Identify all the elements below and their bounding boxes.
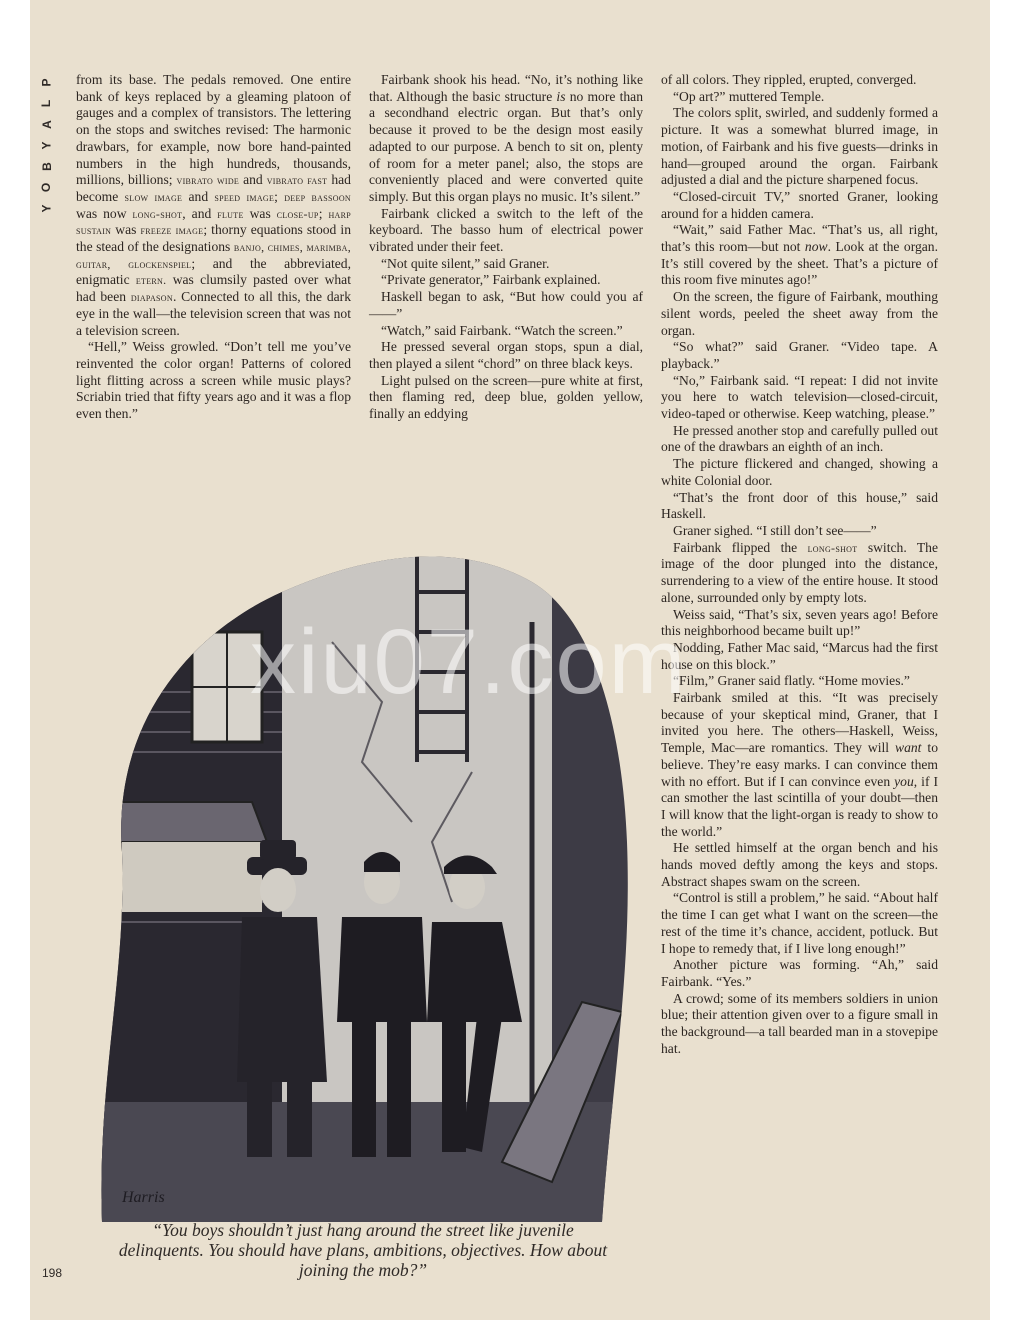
paragraph: “No,” Fairbank said. “I repeat: I did not invite you here to watch television—closed-circuit, video-taped or otherwise. Keep watching, please.” (661, 372, 938, 422)
paragraph: The colors split, swirled, and suddenly formed a picture. It was a somewhat blurred image, in motion, of Fairbank and his five guests—drinks in hand—grouped around the organ. Fairbank adjusted a dial and the picture sharpened focus. (661, 105, 938, 188)
paragraph: Another picture was forming. “Ah,” said Fairbank. “Yes.” (661, 957, 938, 989)
paragraph: He pressed several organ stops, spun a dial, then played a silent “chord” on three black keys. (369, 339, 643, 371)
paragraph: Light pulsed on the screen—pure white at first, then flaming red, deep blue, golden yellow, finally an eddying (369, 372, 643, 422)
paragraph: “Wait,” said Father Mac. “That’s us, all right, that’s this room—but not now. Look at the organ. It’s still covered by the sheet. That’s a picture of this room five minutes ago!” (661, 222, 938, 288)
paragraph: “So what?” said Graner. “Video tape. A playback.” (661, 339, 938, 371)
paragraph: He settled himself at the organ bench and his hands moved deftly among the keys and stops. Abstract shapes swam on the screen. (661, 840, 938, 889)
paragraph: He pressed another stop and carefully pulled out one of the drawbars an eighth of an inch. (661, 422, 938, 455)
paragraph: “Hell,” Weiss growled. “Don’t tell me you’ve reinvented the color organ! Patterns of colored light flitting across a screen while music plays? Scriabin tried that fifty years ago and it was a flop even then.” (76, 339, 351, 422)
artist-signature: Harris (122, 1189, 165, 1206)
paragraph: of all colors. They rippled, erupted, converged. (661, 72, 917, 87)
paragraph: Weiss said, “That’s six, seven years ago! Before this neighborhood became built up!” (661, 606, 938, 639)
paragraph: Nodding, Father Mac said, “Marcus had the first house on this block.” (661, 639, 938, 672)
text-column-3 (661, 72, 938, 1057)
running-title (40, 72, 54, 219)
paragraph: “Op art?” muttered Temple. (673, 88, 825, 104)
paragraph: “That’s the front door of this house,” said Haskell. (661, 489, 938, 522)
paragraph: “Control is still a problem,” he said. “About half the time I can get what I want on the screen—the rest of the time it’s chance, accident, potluck. But I hope to remedy that, if I live long enough!” (661, 890, 938, 956)
running-title-letter: P (39, 78, 54, 87)
text-column-2 (369, 72, 643, 423)
running-title-letter: B (39, 162, 54, 171)
watermark-text: xiu07.com (250, 611, 688, 713)
paragraph: from its base. The pedals removed. One entire bank of keys replaced by a gleaming platoon of gauges and a complex of transistors. The lettering on the stops and switches revised: The harmonic drawbars, for example, now bore hand-painted numbers in the high hundreds, thousands, millions, billions; vibrato wide and vibrato fast had become slow image and speed image; deep bassoon was now long-shot, and flute was close-up; harp sustain was freeze image; thorny equations stood in the stead of the designations banjo, chimes, marimba, guitar, glockenspiel; and the abbreviated, enigmatic etern. was clumsily pasted over what had been diapason. Connected to all this, the dark eye in the wall—the television screen that was not a television screen. (76, 72, 351, 338)
paragraph: Fairbank shook his head. “No, it’s nothing like that. Although the basic structure is no more than a secondhand electric organ. But that’s only because it proved to be the design most easily adapted to our purpose. A bench to sit on, plenty of room for a meter panel; also, the stops are conveniently placed and were converted quite simply. But this organ plays no music. It’s silent.” (369, 72, 643, 204)
paragraph: Fairbank smiled at this. “It was precisely because of your skeptical mind, Graner, that I invited you here. The others—Haskell, Weiss, Temple, Mac—are romantics. They will want to believe. They’re easy marks. I can convince them with no effort. But if I can convince even you, if I can smother the last scintilla of your doubt—then I will know that the light-organ is ready to show to the world.” (661, 690, 939, 839)
paragraph: On the screen, the figure of Fairbank, mouthing silent words, peeled the sheet away from the organ. (661, 289, 938, 338)
running-title-letter: L (39, 99, 54, 108)
page-number: 198 (42, 1266, 63, 1280)
running-title-letter: Y (39, 204, 54, 213)
paragraph: “Watch,” said Fairbank. “Watch the screen.” (381, 322, 623, 338)
paragraph: The picture flickered and changed, showing a white Colonial door. (661, 456, 938, 488)
paragraph: “Closed-circuit TV,” snorted Graner, looking around for a hidden camera. (661, 188, 938, 221)
paragraph: A crowd; some of its members soldiers in union blue; their attention given over to a figure small in the background—a tall bearded man in a stovepipe hat. (661, 990, 938, 1056)
paragraph: Graner sighed. “I still don’t see——” (673, 522, 877, 538)
paragraph: “Not quite silent,” said Graner. (381, 255, 550, 271)
paragraph: “Private generator,” Fairbank explained. (381, 272, 601, 288)
paragraph: Fairbank clicked a switch to the left of the keyboard. The basso hum of electrical power vibrated under their feet. (369, 205, 643, 255)
running-title-letter: Y (39, 141, 54, 150)
text-column-1 (76, 72, 351, 423)
paragraph: Fairbank flipped the long-shot switch. The image of the door plunged into the distance, surrendering to a view of the entire house. It stood alone, surrounded only by empty lots. (661, 539, 938, 605)
paragraph: “Film,” Graner said flatly. “Home movies.” (673, 673, 910, 689)
paragraph: Haskell began to ask, “But how could you af——” (369, 289, 643, 321)
running-title-letter: O (39, 182, 54, 193)
running-title-letter: A (39, 120, 54, 129)
cartoon-caption: “You boys shouldn’t just hang around the street like juvenile delinquents. You should have plans, ambitions, objectives. How about joining the mob?” (118, 1220, 608, 1280)
